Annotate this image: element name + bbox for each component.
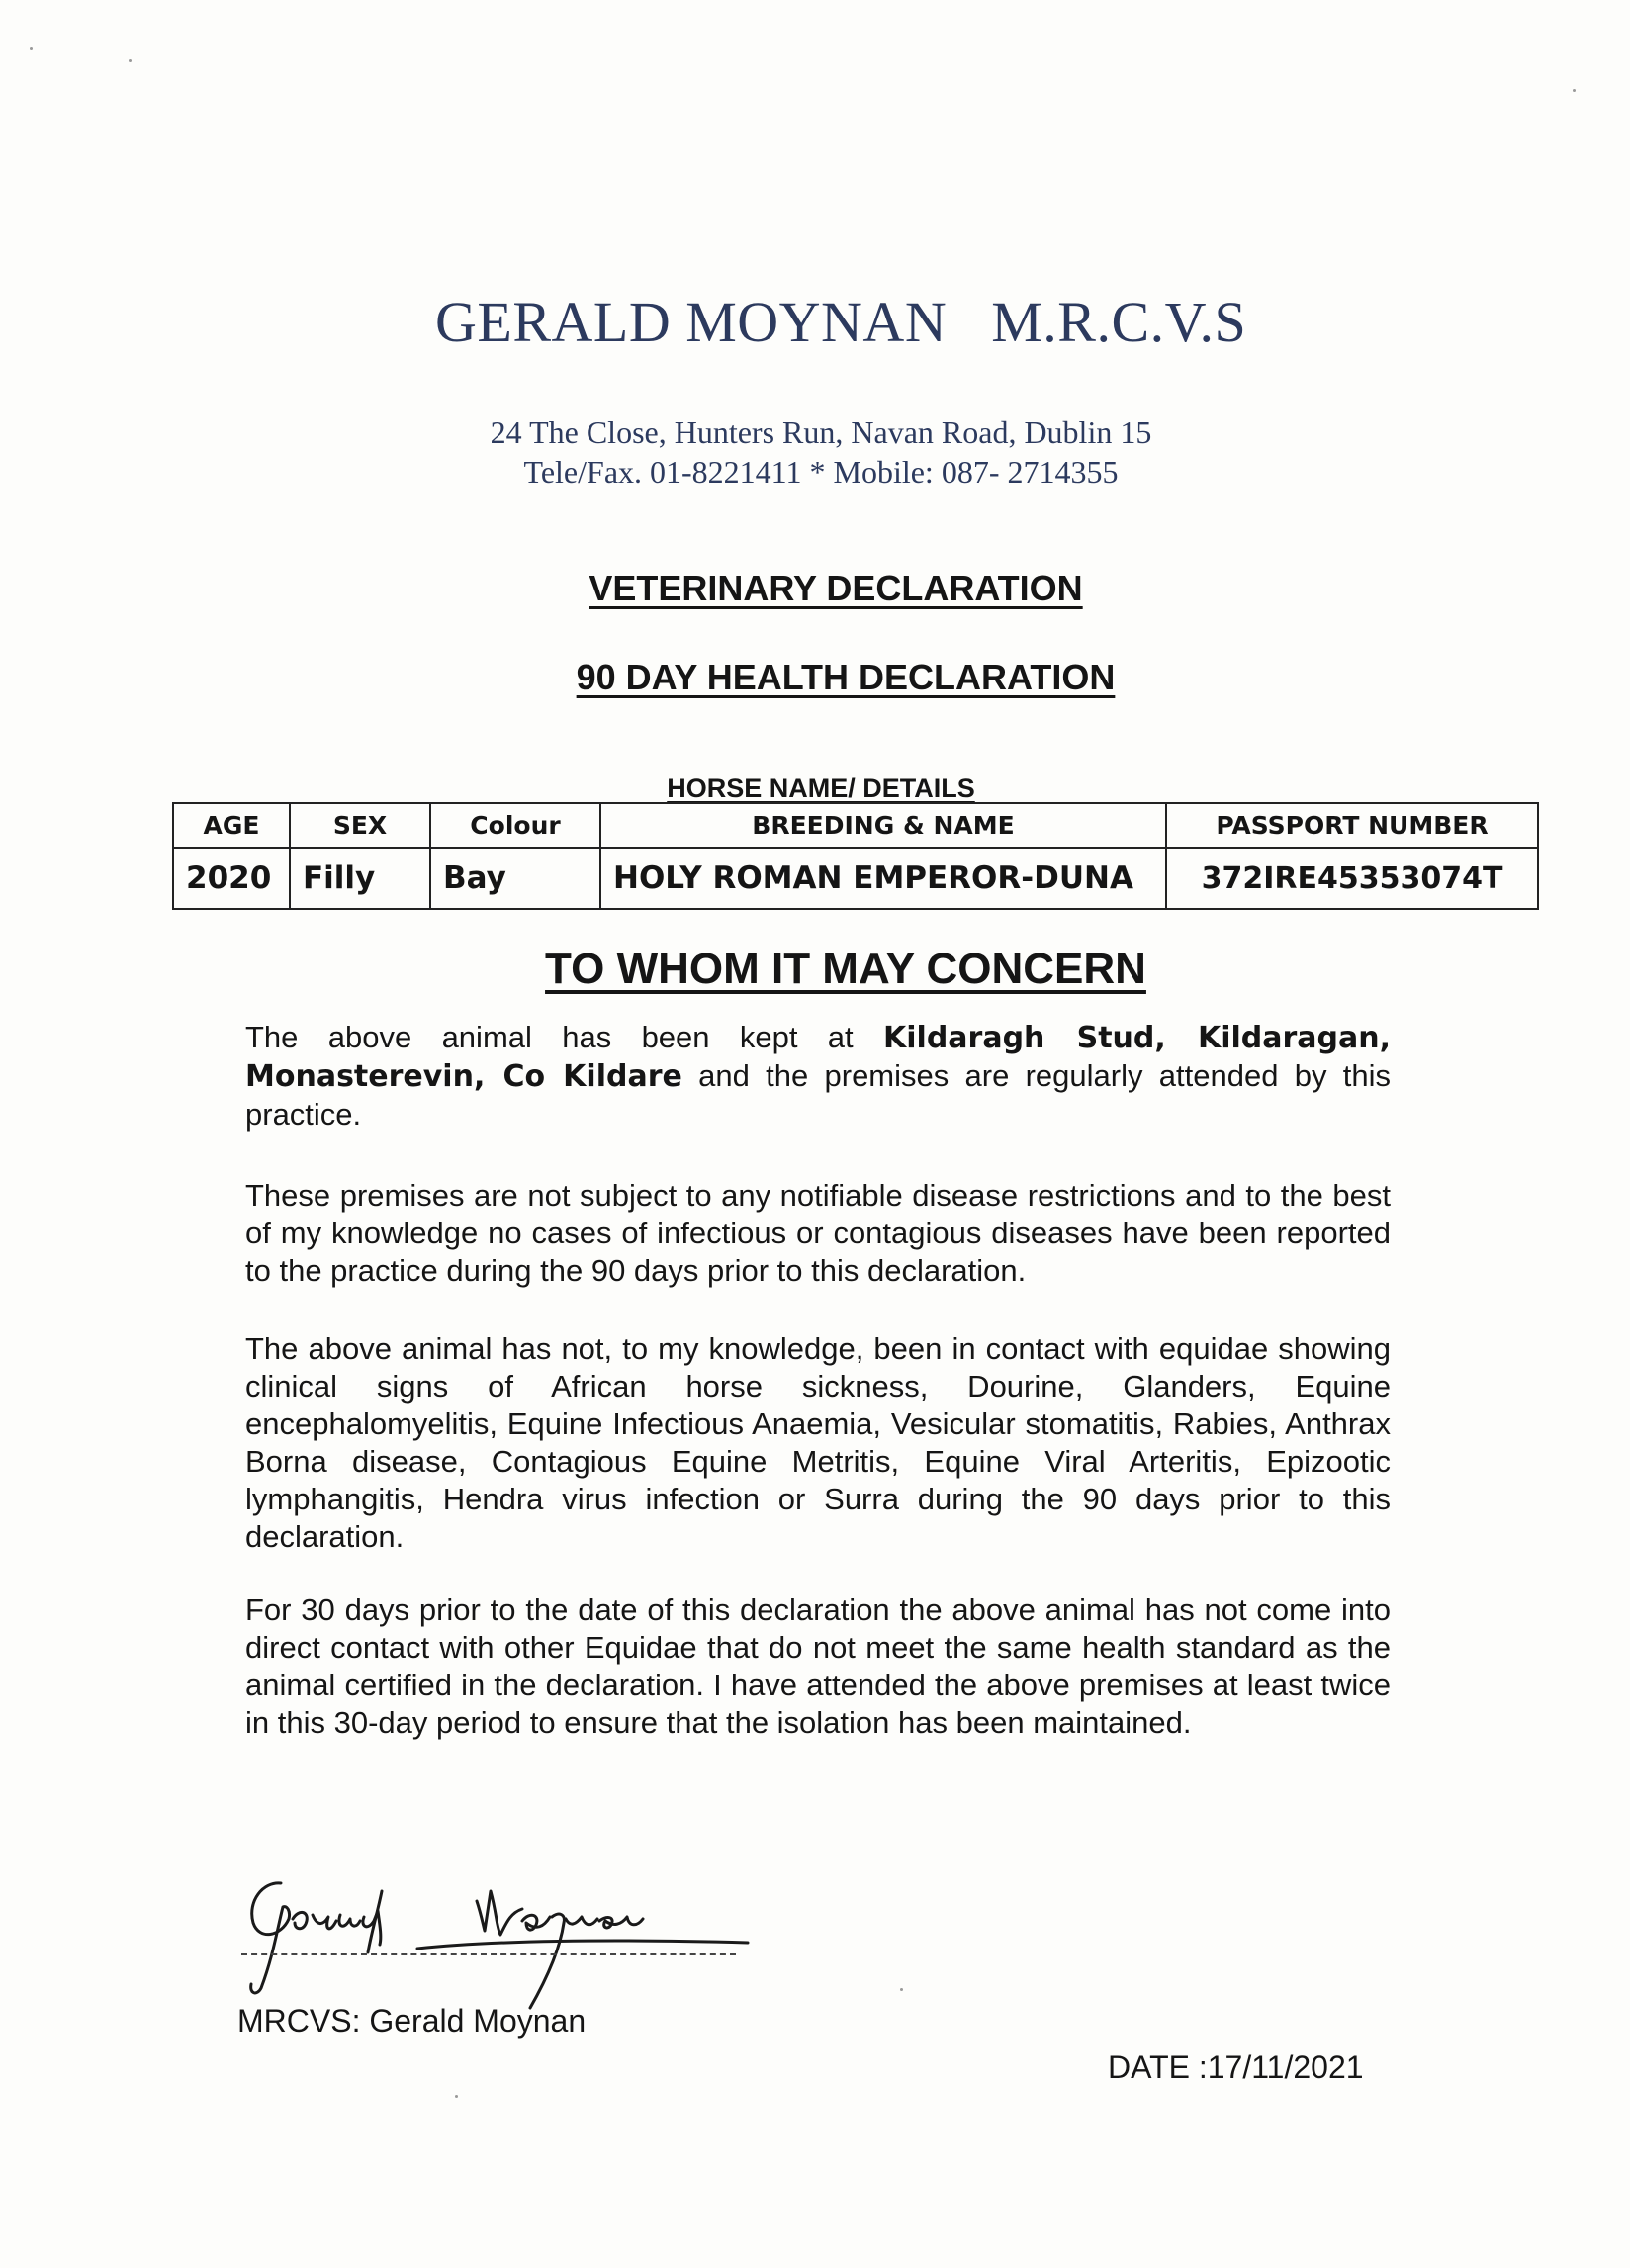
- paragraph-premises-tail: and the premises are regularly attended by this practice.: [245, 1058, 1391, 1132]
- age-cell: 2020: [173, 848, 290, 909]
- paragraph-premises-lead: The above animal has been kept at: [245, 1020, 884, 1054]
- letterhead-address: 24 The Close, Hunters Run, Navan Road, Dublin 15: [490, 414, 1152, 450]
- declaration-date: DATE :17/11/2021: [1108, 2049, 1364, 2085]
- signatory-name: MRCVS: Gerald Moynan: [237, 2003, 587, 2039]
- health-declaration-heading: 90 DAY HEALTH DECLARATION: [576, 657, 1116, 697]
- horse-table-header-row: [173, 803, 1538, 848]
- colour-header: Colour: [430, 803, 600, 848]
- paragraph-premises: [245, 1019, 1391, 1134]
- age-header: AGE: [173, 803, 290, 848]
- scan-speck: [455, 2095, 458, 2098]
- horse-details-table: [172, 802, 1539, 910]
- paragraph-isolation: For 30 days prior to the date of this declaration the above animal has not come into direct contact with other Equidae that do not meet the same health standard as the animal certified in the declaration. I have attended the above premises at least twice in this 30-day period to ensure that the isolation has been maintained.: [245, 1592, 1391, 1740]
- horse-table-row: [173, 848, 1538, 909]
- signature-text: Gerard Moynan: [233, 1861, 240, 1862]
- handwritten-signature: [233, 1861, 768, 2020]
- scan-speck: [129, 59, 132, 62]
- passport-header: PASSPORT NUMBER: [1166, 803, 1538, 848]
- signature-line: [241, 1953, 736, 1955]
- scan-speck: [900, 1988, 903, 1991]
- veterinary-declaration-heading: VETERINARY DECLARATION: [589, 568, 1083, 608]
- horse-details-caption: HORSE NAME/ DETAILS: [667, 773, 975, 803]
- breeding-cell: HOLY ROMAN EMPEROR-DUNA: [600, 848, 1166, 909]
- premises-location: Kildaragh Stud, Kildaragan, Monasterevin, Co Kildare: [245, 1021, 1391, 1094]
- colour-cell: Bay: [430, 848, 600, 909]
- letterhead-name: GERALD MOYNAN M.R.C.V.S: [435, 290, 1247, 354]
- breeding-header: BREEDING & NAME: [600, 803, 1166, 848]
- scan-speck: [1573, 89, 1576, 92]
- scan-speck: [30, 47, 33, 50]
- sex-cell: Filly: [290, 848, 430, 909]
- to-whom-heading: TO WHOM IT MAY CONCERN: [545, 945, 1146, 993]
- paragraph-restrictions: These premises are not subject to any notifiable disease restrictions and to the best of my knowledge no cases of infectious or contagious diseases have been reported to the practice during the 90 days prior to this declaration.: [245, 1178, 1391, 1288]
- letterhead-contact: Tele/Fax. 01-8221411 * Mobile: 087- 2714355: [523, 454, 1119, 490]
- passport-cell: 372IRE45353074T: [1166, 848, 1538, 909]
- paragraph-diseases: The above animal has not, to my knowledge, been in contact with equidae showing clinical signs of African horse sickness, Dourine, Glanders, Equine encephalomyelitis, Equine Infectious Anaemia, Vesicular stomatitis, Rabies, Anthrax Borna disease, Contagious Equine Metritis, Equine Viral Arteritis, Epizootic lymphangitis, Hendra virus infection or Surra during the 90 days prior to this declaration.: [245, 1331, 1391, 1554]
- sex-header: SEX: [290, 803, 430, 848]
